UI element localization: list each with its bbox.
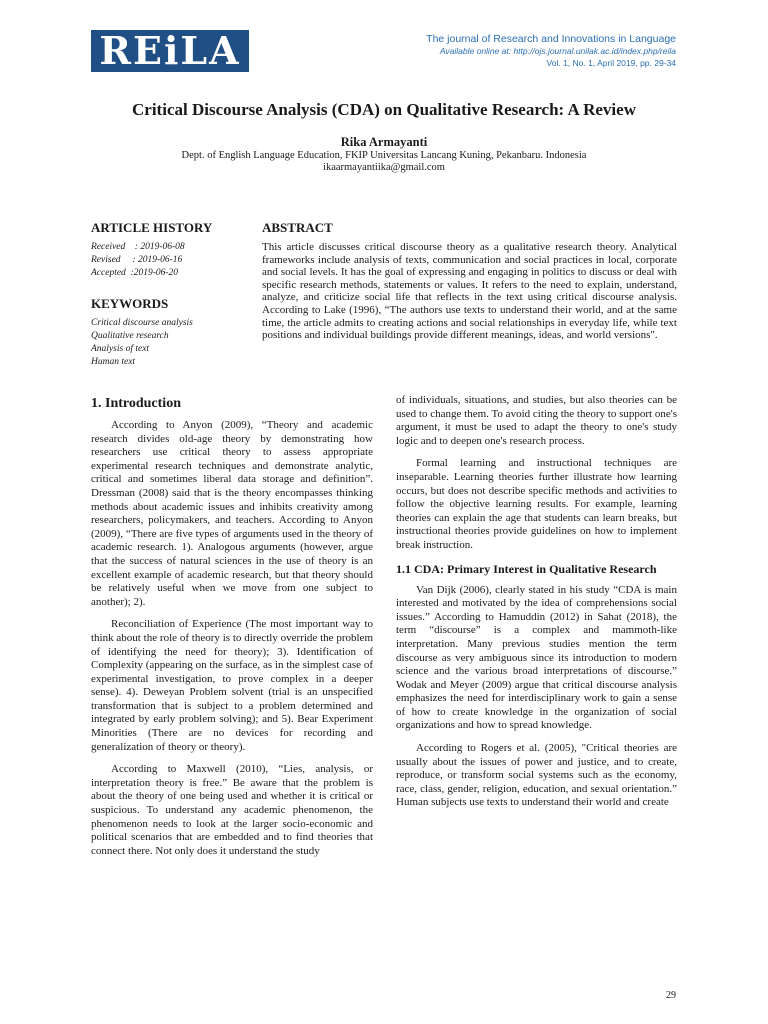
received-date: Received : 2019-06-08 [91,242,185,252]
introduction-heading: 1. Introduction [91,396,181,411]
body-paragraph: Van Dijk (2006), clearly stated in his study “CDA is main interested and motivated by the idea of comprehensions social issues.” According to Hamuddin (2012) in Sahat (2018), the term “discourse” is a complex and mammoth-like interpretation. Many previous studies mention the term discourse as very ambiguous since its introduction to modern science and the various broad interpretations of discourse.” Wodak and Meyer (2009) argue that critical discourse analysis emphasizes the need for interdisciplinary work to gain a sense of how to create knowledge in the organization of social organizations and how to spread knowledge. [396,583,677,732]
body-left-column [91,419,373,867]
body-right-column [396,394,677,819]
keyword-item: Qualitative research [91,331,169,341]
body-paragraph: of individuals, situations, and studies, but also theories can be used to change them. To avoid citing the theory to support one's argument, it must be used to adapt the theory to one's study logic and to deepen one's research process. [396,394,677,447]
paper-title: Critical Discourse Analysis (CDA) on Qualitative Research: A Review [132,100,636,119]
revised-date: Revised : 2019-06-16 [91,255,183,265]
body-paragraph: Reconciliation of Experience (The most important way to think about the role of theory is to directly override the problem of identifying the need for theory); 3). Identification of Complexity (appearing on the surface, as in the simplest case of experimental investigation, to prove complex in a deeper sense). 4). Deweyan Problem solvent (trial is an unspecified transformation that is subject to a problem determined and integrated by early problem solving); and 5). Bear Experiment Minorities (There are no devices for recording and generalization of theory or theory). [91,618,373,753]
subsection-heading: 1.1 CDA: Primary Interest in Qualitative Research [396,561,657,576]
abstract-heading: ABSTRACT [262,220,333,235]
author-email[interactable]: ikaarmayantiika@gmail.com [323,162,445,173]
abstract-text: This article discusses critical discourse theory as a qualitative research theory. Analytical frameworks include analysis of texts, communication and social practices in local, corporate and social levels. It has the goal of expressing and engaging in politics to discuss or deal with specific research methods, statements or values. It refers to the need to explain, understand, analyze, and criticize social life that reflects in the text using critical discourse analysis. According to Lake (1996), “The authors use texts to understand their world, and at the same time, the article admits to creating actions and social relationships in everyday life, while text positions and individual buildings provide different meanings, ideas, and world versions". [262,241,677,342]
body-paragraph: According to Maxwell (2010), “Lies, analysis, or interpretation theory is free.” Be aware that the problem is about the theory of one being used and whether it is critical or suspicious. To understand any academic phenomenon, the phenomenon needs to look at the larger socio-economic and political scenarios that are embedded and to find theories that connect there. Not only does it understand the study [91,763,373,857]
keyword-item: Analysis of text [91,344,150,354]
body-paragraph: Formal learning and instructional techniques are inseparable. Learning theories further illustrate how learning occurs, but does not describe specific methods and activities to follow the objective learning results. For example, learning theories can explain the age that students can learn breaks, but instructional theories provide guidelines on how to implement break instruction. [396,457,677,551]
available-online-link[interactable]: Available online at: http://ojs.journal.unilak.ac.id/index.php/reila [439,46,676,56]
author-affiliation: Dept. of English Language Education, FKIP Universitas Lancang Kuning, Pekanbaru. Indonesia [181,150,587,161]
article-history-heading: ARTICLE HISTORY [91,220,213,235]
volume-info: Vol. 1, No. 1, April 2019, pp. 29-34 [546,58,676,68]
accepted-date: Accepted :2019-06-20 [91,268,179,278]
keyword-item: Human text [91,357,136,367]
author-name: Rika Armayanti [340,135,428,149]
body-paragraph: According to Rogers et al. (2005), "Critical theories are usually about the issues of power and justice, and to create, reproduce, or transform social systems such as the economy, race, class, gender, religion, education, and sexual orientation.” Human subjects use texts to understand their world and create [396,742,677,809]
journal-logo: REiLA [91,30,249,72]
body-paragraph: According to Anyon (2009), “Theory and academic research divides old-age theory by demonstrating how researchers use critical theory to assess appropriate experimental research techniques and demonstrate analytic, critical and sometimes liberal data storage and definition”. Dressman (2008) said that is the theory encompasses thinking methods about academic issues and inhibits creativity among researchers, policymakers, and teachers. According to Anyon (2009), “There are five types of arguments used in the theory of academic research. 1). Analogous arguments (however, argue that the success of natural sciences in the use of theory is an excellent example of academic research, but that theory should be relatively useful when we move from one subject to another); 2). [91,419,373,608]
journal-name: The journal of Research and Innovations in Language [426,33,676,45]
keyword-item: Critical discourse analysis [91,318,193,328]
keywords-heading: KEYWORDS [91,296,169,311]
page-number: 29 [666,990,676,1001]
